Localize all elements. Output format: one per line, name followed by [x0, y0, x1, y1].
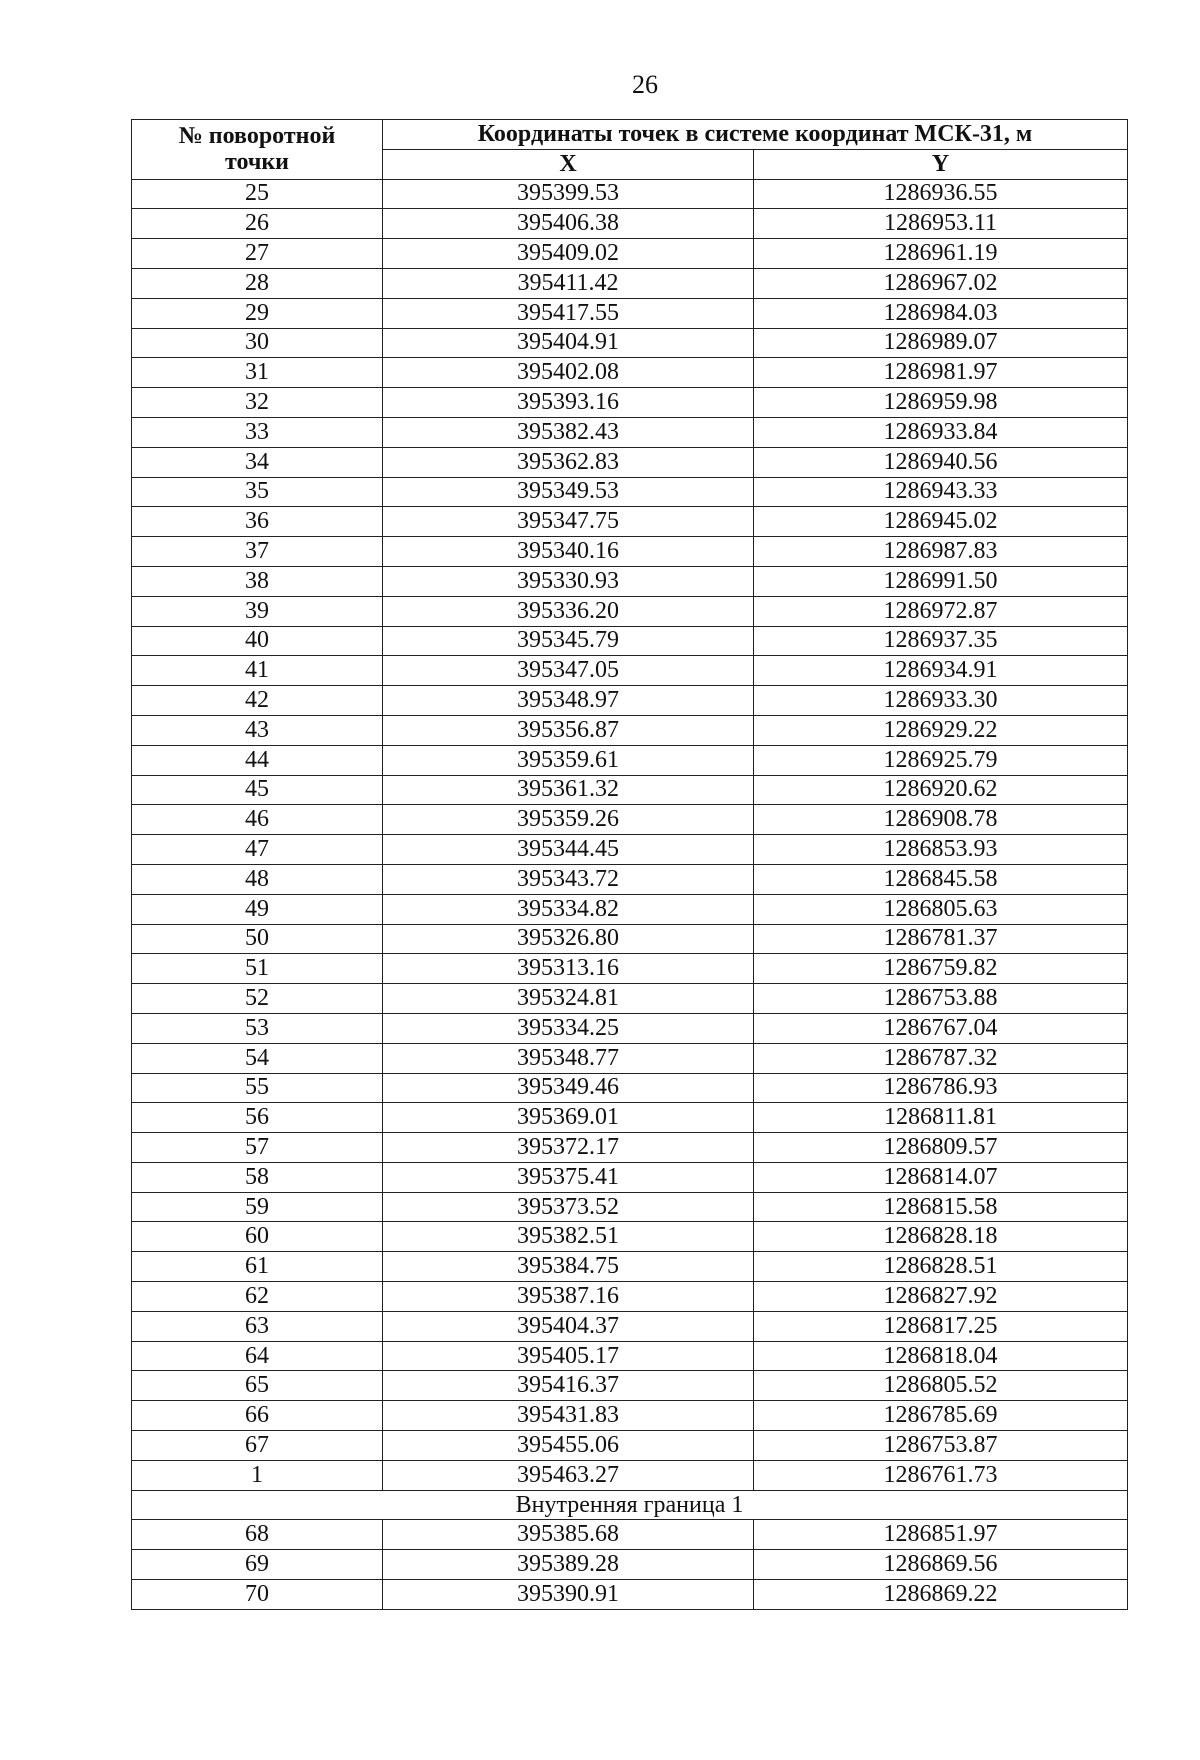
x-coordinate-cell: 395405.17 — [383, 1341, 754, 1371]
x-coordinate-cell: 395334.25 — [383, 1013, 754, 1043]
point-number-cell: 49 — [132, 894, 383, 924]
point-number-cell: 37 — [132, 537, 383, 567]
table-header-row — [132, 120, 1128, 150]
point-number-cell: 45 — [132, 775, 383, 805]
table-row — [132, 1073, 1128, 1103]
point-number-cell: 62 — [132, 1282, 383, 1312]
point-number-cell: 66 — [132, 1401, 383, 1431]
y-coordinate-cell: 1286961.19 — [754, 239, 1128, 269]
y-coordinate-cell: 1286936.55 — [754, 179, 1128, 209]
y-coordinate-cell: 1286828.18 — [754, 1222, 1128, 1252]
header-point-line1: № поворотной — [178, 123, 336, 150]
y-coordinate-cell: 1286815.58 — [754, 1192, 1128, 1222]
table-row — [132, 1520, 1128, 1550]
table-row — [132, 328, 1128, 358]
point-number-cell: 28 — [132, 268, 383, 298]
table-row — [132, 1162, 1128, 1192]
table-row — [132, 1222, 1128, 1252]
table-row — [132, 1013, 1128, 1043]
x-coordinate-cell: 395417.55 — [383, 298, 754, 328]
x-coordinate-cell: 395369.01 — [383, 1103, 754, 1133]
header-point-number — [132, 120, 383, 180]
table-row — [132, 358, 1128, 388]
point-number-cell: 46 — [132, 805, 383, 835]
y-coordinate-cell: 1286933.30 — [754, 686, 1128, 716]
table-row — [132, 1550, 1128, 1580]
point-number-cell: 50 — [132, 924, 383, 954]
y-coordinate-cell: 1286805.63 — [754, 894, 1128, 924]
table-row — [132, 1133, 1128, 1163]
y-coordinate-cell: 1286984.03 — [754, 298, 1128, 328]
table-row — [132, 477, 1128, 507]
y-coordinate-cell: 1286945.02 — [754, 507, 1128, 537]
point-number-cell: 68 — [132, 1520, 383, 1550]
point-number-cell: 57 — [132, 1133, 383, 1163]
y-coordinate-cell: 1286845.58 — [754, 864, 1128, 894]
x-coordinate-cell: 395334.82 — [383, 894, 754, 924]
table-row — [132, 954, 1128, 984]
x-coordinate-cell: 395402.08 — [383, 358, 754, 388]
y-coordinate-cell: 1286937.35 — [754, 626, 1128, 656]
point-number-cell: 40 — [132, 626, 383, 656]
point-number-cell: 39 — [132, 596, 383, 626]
point-number-cell: 69 — [132, 1550, 383, 1580]
point-number-cell: 63 — [132, 1311, 383, 1341]
point-number-cell: 36 — [132, 507, 383, 537]
table-row — [132, 1103, 1128, 1133]
point-number-cell: 52 — [132, 984, 383, 1014]
x-coordinate-cell: 395359.61 — [383, 745, 754, 775]
point-number-cell: 32 — [132, 388, 383, 418]
y-coordinate-cell: 1286967.02 — [754, 268, 1128, 298]
point-number-cell: 60 — [132, 1222, 383, 1252]
x-coordinate-cell: 395431.83 — [383, 1401, 754, 1431]
x-coordinate-cell: 395404.37 — [383, 1311, 754, 1341]
x-coordinate-cell: 395387.16 — [383, 1282, 754, 1312]
y-coordinate-cell: 1286809.57 — [754, 1133, 1128, 1163]
point-number-cell: 65 — [132, 1371, 383, 1401]
point-number-cell: 35 — [132, 477, 383, 507]
y-coordinate-cell: 1286869.56 — [754, 1550, 1128, 1580]
table-row — [132, 1282, 1128, 1312]
y-coordinate-cell: 1286787.32 — [754, 1043, 1128, 1073]
point-number-cell: 47 — [132, 835, 383, 865]
x-coordinate-cell: 395345.79 — [383, 626, 754, 656]
table-row — [132, 1401, 1128, 1431]
point-number-cell: 33 — [132, 417, 383, 447]
table-row — [132, 686, 1128, 716]
x-coordinate-cell: 395361.32 — [383, 775, 754, 805]
table-row — [132, 566, 1128, 596]
point-number-cell: 64 — [132, 1341, 383, 1371]
y-coordinate-cell: 1286925.79 — [754, 745, 1128, 775]
y-coordinate-cell: 1286940.56 — [754, 447, 1128, 477]
point-number-cell: 29 — [132, 298, 383, 328]
table-row — [132, 239, 1128, 269]
table-row — [132, 1431, 1128, 1461]
x-coordinate-cell: 395389.28 — [383, 1550, 754, 1580]
table-row — [132, 626, 1128, 656]
point-number-cell: 58 — [132, 1162, 383, 1192]
table-row — [132, 656, 1128, 686]
point-number-cell: 67 — [132, 1431, 383, 1461]
y-coordinate-cell: 1286814.07 — [754, 1162, 1128, 1192]
table-row — [132, 388, 1128, 418]
x-coordinate-cell: 395340.16 — [383, 537, 754, 567]
table-row — [132, 179, 1128, 209]
x-coordinate-cell: 395343.72 — [383, 864, 754, 894]
x-coordinate-cell: 395330.93 — [383, 566, 754, 596]
x-coordinate-cell: 395326.80 — [383, 924, 754, 954]
table-body — [132, 179, 1128, 1609]
point-number-cell: 1 — [132, 1460, 383, 1490]
y-coordinate-cell: 1286818.04 — [754, 1341, 1128, 1371]
table-row — [132, 1043, 1128, 1073]
y-coordinate-cell: 1286920.62 — [754, 775, 1128, 805]
x-coordinate-cell: 395348.97 — [383, 686, 754, 716]
x-coordinate-cell: 395356.87 — [383, 715, 754, 745]
x-coordinate-cell: 395384.75 — [383, 1252, 754, 1282]
point-number-cell: 25 — [132, 179, 383, 209]
y-coordinate-cell: 1286989.07 — [754, 328, 1128, 358]
y-coordinate-cell: 1286972.87 — [754, 596, 1128, 626]
point-number-cell: 53 — [132, 1013, 383, 1043]
header-coordinates: Координаты точек в системе координат МСК-31, м — [383, 120, 1128, 150]
x-coordinate-cell: 395385.68 — [383, 1520, 754, 1550]
x-coordinate-cell: 395336.20 — [383, 596, 754, 626]
y-coordinate-cell: 1286933.84 — [754, 417, 1128, 447]
y-coordinate-cell: 1286869.22 — [754, 1580, 1128, 1610]
y-coordinate-cell: 1286853.93 — [754, 835, 1128, 865]
table-row — [132, 924, 1128, 954]
x-coordinate-cell: 395324.81 — [383, 984, 754, 1014]
y-coordinate-cell: 1286934.91 — [754, 656, 1128, 686]
point-number-cell: 26 — [132, 209, 383, 239]
y-coordinate-cell: 1286981.97 — [754, 358, 1128, 388]
y-coordinate-cell: 1286953.11 — [754, 209, 1128, 239]
header-y: Y — [754, 149, 1128, 179]
y-coordinate-cell: 1286781.37 — [754, 924, 1128, 954]
y-coordinate-cell: 1286761.73 — [754, 1460, 1128, 1490]
x-coordinate-cell: 395349.46 — [383, 1073, 754, 1103]
x-coordinate-cell: 395344.45 — [383, 835, 754, 865]
x-coordinate-cell: 395416.37 — [383, 1371, 754, 1401]
x-coordinate-cell: 395390.91 — [383, 1580, 754, 1610]
table-row — [132, 1192, 1128, 1222]
point-number-cell: 30 — [132, 328, 383, 358]
y-coordinate-cell: 1286817.25 — [754, 1311, 1128, 1341]
point-number-cell: 44 — [132, 745, 383, 775]
y-coordinate-cell: 1286753.88 — [754, 984, 1128, 1014]
y-coordinate-cell: 1286767.04 — [754, 1013, 1128, 1043]
y-coordinate-cell: 1286786.93 — [754, 1073, 1128, 1103]
table-row — [132, 1371, 1128, 1401]
table-row — [132, 417, 1128, 447]
y-coordinate-cell: 1286959.98 — [754, 388, 1128, 418]
point-number-cell: 43 — [132, 715, 383, 745]
section-row — [132, 1490, 1128, 1520]
y-coordinate-cell: 1286785.69 — [754, 1401, 1128, 1431]
table-row — [132, 596, 1128, 626]
table-row — [132, 537, 1128, 567]
y-coordinate-cell: 1286908.78 — [754, 805, 1128, 835]
y-coordinate-cell: 1286987.83 — [754, 537, 1128, 567]
table-row — [132, 715, 1128, 745]
table-row — [132, 864, 1128, 894]
x-coordinate-cell: 395347.05 — [383, 656, 754, 686]
table-row — [132, 507, 1128, 537]
point-number-cell: 61 — [132, 1252, 383, 1282]
x-coordinate-cell: 395411.42 — [383, 268, 754, 298]
y-coordinate-cell: 1286929.22 — [754, 715, 1128, 745]
y-coordinate-cell: 1286753.87 — [754, 1431, 1128, 1461]
point-number-cell: 41 — [132, 656, 383, 686]
table-row — [132, 298, 1128, 328]
y-coordinate-cell: 1286805.52 — [754, 1371, 1128, 1401]
table-row — [132, 1460, 1128, 1490]
coordinates-table — [131, 119, 1128, 1610]
y-coordinate-cell: 1286943.33 — [754, 477, 1128, 507]
table-row — [132, 835, 1128, 865]
point-number-cell: 55 — [132, 1073, 383, 1103]
table-row — [132, 1311, 1128, 1341]
x-coordinate-cell: 395406.38 — [383, 209, 754, 239]
table-row — [132, 805, 1128, 835]
x-coordinate-cell: 395362.83 — [383, 447, 754, 477]
x-coordinate-cell: 395349.53 — [383, 477, 754, 507]
table-row — [132, 894, 1128, 924]
header-x: X — [383, 149, 754, 179]
y-coordinate-cell: 1286828.51 — [754, 1252, 1128, 1282]
table-row — [132, 1252, 1128, 1282]
x-coordinate-cell: 395382.43 — [383, 417, 754, 447]
x-coordinate-cell: 395455.06 — [383, 1431, 754, 1461]
table-row — [132, 209, 1128, 239]
table-row — [132, 1580, 1128, 1610]
y-coordinate-cell: 1286811.81 — [754, 1103, 1128, 1133]
x-coordinate-cell: 395409.02 — [383, 239, 754, 269]
x-coordinate-cell: 395375.41 — [383, 1162, 754, 1192]
point-number-cell: 31 — [132, 358, 383, 388]
x-coordinate-cell: 395382.51 — [383, 1222, 754, 1252]
point-number-cell: 54 — [132, 1043, 383, 1073]
x-coordinate-cell: 395399.53 — [383, 179, 754, 209]
page-number: 26 — [632, 70, 658, 99]
y-coordinate-cell: 1286827.92 — [754, 1282, 1128, 1312]
x-coordinate-cell: 395348.77 — [383, 1043, 754, 1073]
x-coordinate-cell: 395313.16 — [383, 954, 754, 984]
x-coordinate-cell: 395347.75 — [383, 507, 754, 537]
table-row — [132, 745, 1128, 775]
point-number-cell: 27 — [132, 239, 383, 269]
point-number-cell: 70 — [132, 1580, 383, 1610]
point-number-cell: 56 — [132, 1103, 383, 1133]
table-row — [132, 984, 1128, 1014]
point-number-cell: 59 — [132, 1192, 383, 1222]
point-number-cell: 51 — [132, 954, 383, 984]
y-coordinate-cell: 1286991.50 — [754, 566, 1128, 596]
header-point-line2: точки — [224, 149, 290, 176]
table-row — [132, 1341, 1128, 1371]
point-number-cell: 48 — [132, 864, 383, 894]
point-number-cell: 34 — [132, 447, 383, 477]
point-number-cell: 42 — [132, 686, 383, 716]
x-coordinate-cell: 395404.91 — [383, 328, 754, 358]
section-label: Внутренняя граница 1 — [132, 1490, 1128, 1520]
y-coordinate-cell: 1286759.82 — [754, 954, 1128, 984]
y-coordinate-cell: 1286851.97 — [754, 1520, 1128, 1550]
x-coordinate-cell: 395359.26 — [383, 805, 754, 835]
table-row — [132, 775, 1128, 805]
x-coordinate-cell: 395372.17 — [383, 1133, 754, 1163]
x-coordinate-cell: 395373.52 — [383, 1192, 754, 1222]
table-row — [132, 268, 1128, 298]
point-number-cell: 38 — [132, 566, 383, 596]
table-row — [132, 447, 1128, 477]
x-coordinate-cell: 395463.27 — [383, 1460, 754, 1490]
x-coordinate-cell: 395393.16 — [383, 388, 754, 418]
